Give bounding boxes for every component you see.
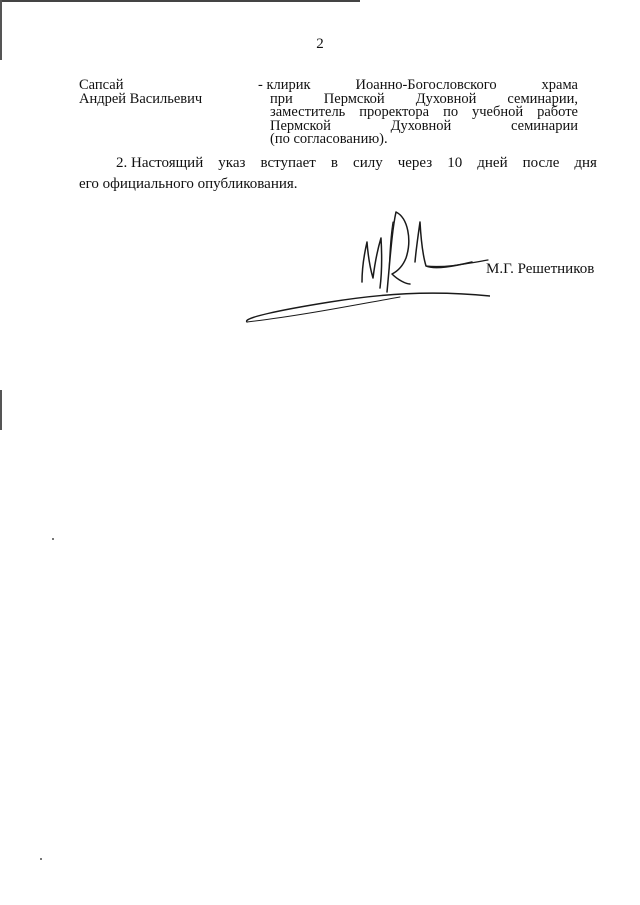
decree-word: дней bbox=[477, 155, 508, 171]
role-word: Иоанно-Богословского bbox=[355, 77, 497, 93]
scan-edge-artifact bbox=[0, 0, 360, 2]
role-word: при bbox=[270, 90, 293, 107]
person-given-name: Андрей Васильевич bbox=[79, 90, 203, 107]
decree-word: 10 bbox=[447, 155, 463, 171]
signer-name: М.Г. Решетников bbox=[486, 261, 595, 277]
decree-paragraph bbox=[79, 153, 597, 195]
decree-line-2: его официального опубликования. bbox=[79, 176, 298, 192]
decree-word: в bbox=[330, 155, 338, 171]
decree-word: 2. Настоящий bbox=[116, 155, 204, 171]
role-word: Духовной bbox=[390, 117, 452, 134]
decree-line-1 bbox=[79, 153, 597, 174]
decree-word: дня bbox=[574, 155, 597, 171]
person-name bbox=[79, 79, 202, 106]
role-word: клирик bbox=[266, 77, 311, 93]
person-surname: Сапсай bbox=[79, 77, 124, 93]
role-word: по bbox=[443, 104, 459, 120]
role-word: Духовной bbox=[415, 90, 477, 107]
role-word: Пермской bbox=[270, 117, 331, 134]
role-word: семинарии bbox=[511, 117, 578, 134]
person-role bbox=[258, 79, 578, 147]
decree-word: силу bbox=[353, 155, 383, 171]
scan-dust bbox=[40, 858, 42, 860]
role-word: работе bbox=[537, 104, 578, 120]
decree-word: после bbox=[522, 155, 560, 171]
role-word: заместитель bbox=[270, 104, 346, 120]
handwritten-signature bbox=[240, 200, 490, 330]
decree-word: вступает bbox=[260, 155, 316, 171]
role-word: семинарии, bbox=[507, 90, 578, 107]
decree-word: указ bbox=[218, 155, 246, 171]
role-line-5 bbox=[258, 133, 578, 147]
decree-word: через bbox=[397, 155, 433, 171]
page-number: 2 bbox=[316, 36, 324, 52]
role-word: Пермской bbox=[323, 90, 385, 107]
scan-edge-artifact bbox=[0, 390, 2, 430]
role-word: проректора bbox=[359, 104, 430, 120]
scan-dust bbox=[52, 538, 54, 540]
role-dash: - bbox=[258, 77, 263, 93]
role-word: учебной bbox=[472, 104, 524, 120]
role-word: храма bbox=[541, 77, 578, 93]
role-word: (по согласованию). bbox=[270, 131, 388, 147]
